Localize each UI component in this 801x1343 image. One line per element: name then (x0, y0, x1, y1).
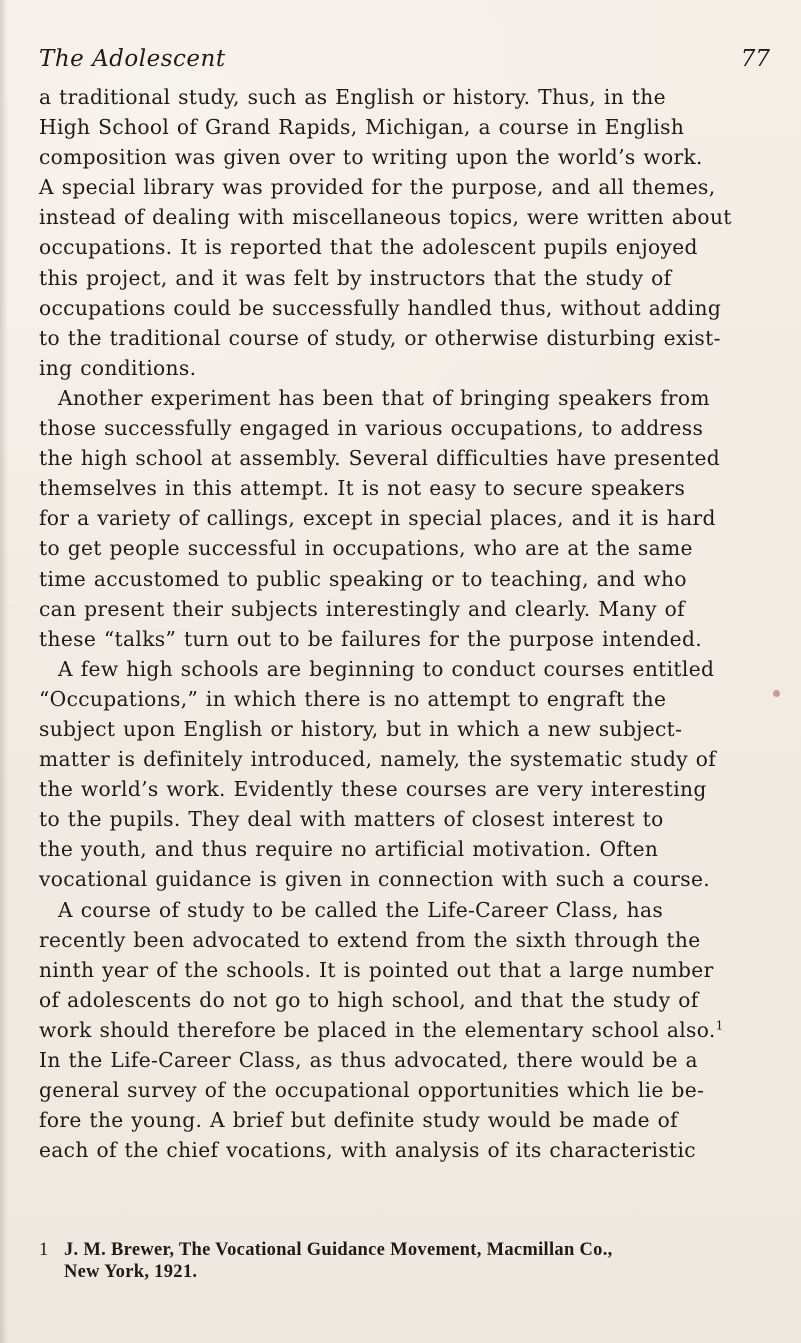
body-line: to get people successful in occupations, who are at the same (39, 536, 693, 561)
body-line: the youth, and thus require no artificial motivation. Often (39, 837, 659, 862)
margin-ink-dot (773, 690, 780, 697)
body-line: A special library was provided for the purpose, and all themes, (39, 175, 716, 200)
body-line: each of the chief vocations, with analysis of its characteristic (39, 1138, 696, 1163)
body-line-text: work should therefore be placed in the elementary school also. (39, 1017, 716, 1042)
body-line: to the pupils. They deal with matters of closest interest to (39, 807, 664, 832)
body-line: can present their subjects interestingly and clearly. Many of (39, 596, 685, 621)
footnote-text: J. M. Brewer, The Vocational Guidance Movement, Macmillan Co., (64, 1240, 613, 1260)
body-line: High School of Grand Rapids, Michigan, a course in English (39, 115, 685, 140)
body-line: themselves in this attempt. It is not easy to secure speakers (39, 476, 686, 501)
body-line: recently been advocated to extend from the sixth through the (39, 927, 701, 952)
body-text (39, 82, 769, 1165)
page-edge-shadow (0, 0, 8, 1343)
footnote-marker: 1 (39, 1240, 49, 1260)
body-line: these “talks” turn out to be failures for the purpose intended. (39, 626, 702, 651)
body-line: for a variety of callings, except in special places, and it is hard (39, 506, 716, 531)
body-line: matter is definitely introduced, namely, the systematic study of (39, 747, 717, 772)
body-line: a traditional study, such as English or history. Thus, in the (39, 85, 666, 109)
body-line: the world’s work. Evidently these courses are very interesting (39, 777, 707, 802)
body-line: of adolescents do not go to high school, and that the study of (39, 987, 699, 1012)
body-line: vocational guidance is given in connection with such a course. (39, 867, 711, 892)
body-line: ninth year of the schools. It is pointed out that a large number (39, 957, 714, 982)
page-number: 77 (740, 46, 770, 72)
paragraph-start-line: A few high schools are beginning to conduct courses entitled (58, 656, 715, 681)
body-line: to the traditional course of study, or otherwise disturbing exist- (39, 325, 721, 350)
paragraph-start-line: Another experiment has been that of bringing speakers from (58, 385, 710, 410)
page-header (39, 48, 770, 82)
body-line: ing conditions. (39, 355, 197, 380)
footnote-line: New York, 1921. (64, 1262, 198, 1282)
body-line: those successfully engaged in various occupations, to address (39, 416, 704, 441)
body-line: this project, and it was felt by instructors that the study of (39, 265, 672, 290)
footnote (39, 1239, 769, 1283)
body-line: instead of dealing with miscellaneous topics, were written about (39, 205, 732, 230)
body-line: time accustomed to public speaking or to teaching, and who (39, 566, 687, 591)
body-line: composition was given over to writing upon the world’s work. (39, 145, 703, 170)
footnote-reference: 1 (715, 1018, 724, 1033)
running-head: The Adolescent (39, 46, 226, 72)
body-line: fore the young. A brief but definite study would be made of (39, 1108, 678, 1133)
body-line: occupations. It is reported that the adolescent pupils enjoyed (39, 235, 698, 260)
body-line: “Occupations,” in which there is no attempt to engraft the (39, 686, 667, 711)
body-line: In the Life-Career Class, as thus advocated, there would be a (39, 1048, 698, 1072)
body-line: the high school at assembly. Several difficulties have presented (39, 446, 721, 471)
paragraph-start-line: A course of study to be called the Life-Career Class, has (58, 897, 664, 922)
body-line-with-footnote-ref (39, 1015, 769, 1045)
footnote-line (39, 1239, 769, 1261)
body-line: general survey of the occupational opportunities which lie be- (39, 1078, 705, 1103)
body-line: occupations could be successfully handled thus, without adding (39, 295, 722, 320)
body-line: subject upon English or history, but in which a new subject- (39, 716, 683, 741)
